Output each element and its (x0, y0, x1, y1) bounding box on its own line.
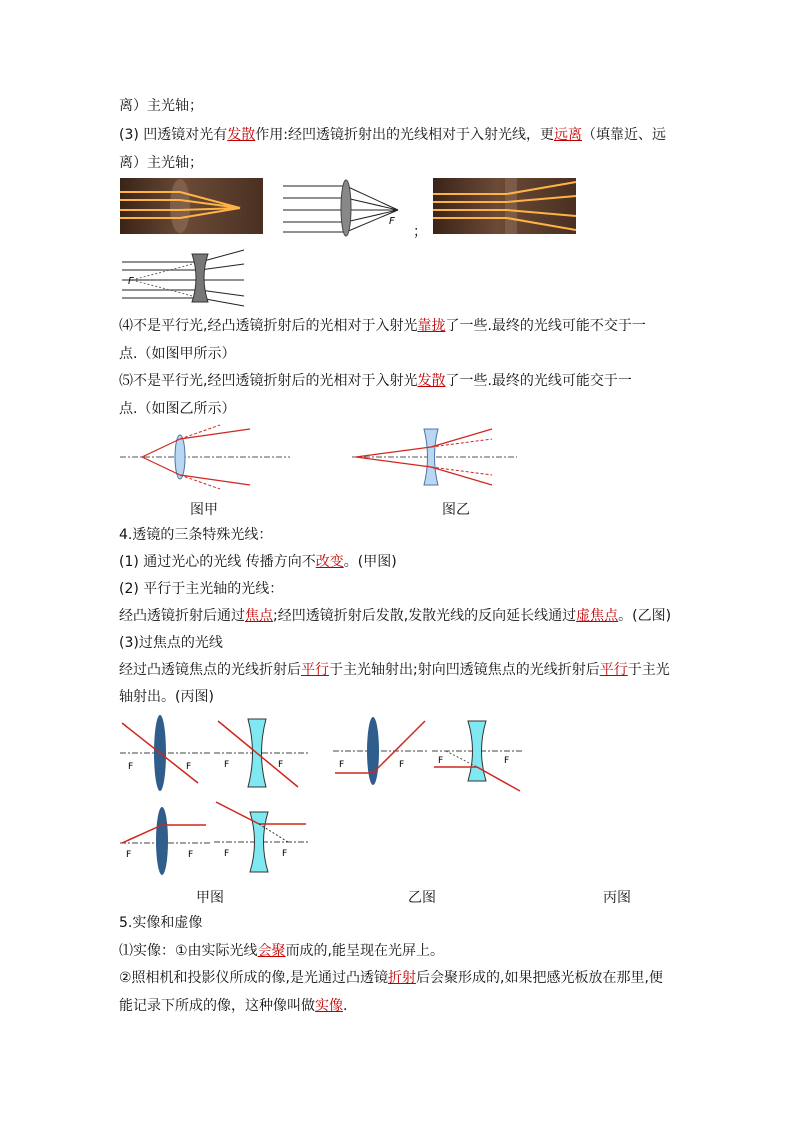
focus-label: F (128, 276, 134, 287)
figure-caption: 图甲 (190, 502, 218, 518)
ray-diagram-concave-focus (214, 800, 309, 872)
text-line: ②照相机和投影仪所成的像,是光通过凸透镜折射后会聚形成的,如果把感光板放在那里,便 (119, 970, 663, 986)
text-line: (2) 平行于主光轴的光线： (119, 581, 284, 597)
focus-label: F (278, 760, 284, 770)
focus-label: F (224, 760, 230, 770)
text-line: 经凸透镜折射后通过焦点;经凹透镜折射后发散,发散光线的反向延长线通过虚焦点。(乙图) (119, 608, 672, 624)
ray-diagram-convex-parallel (333, 715, 428, 795)
focus-label: F (399, 760, 405, 770)
concave-lens-diagram (122, 248, 252, 308)
figure-caption: 图乙 (442, 502, 470, 518)
text-line: 点.（如图甲所示） (119, 346, 236, 362)
figure-caption: 乙图 (408, 890, 436, 906)
text-line: 能记录下所成的像，这种像叫做实像. (119, 998, 348, 1014)
focus-label: F (128, 762, 134, 772)
section-heading: 5.实像和虚像 (119, 915, 203, 931)
figure-jia-diagram (120, 427, 290, 487)
focus-label: F (282, 849, 288, 859)
text-line: ⑷不是平行光,经凸透镜折射后的光相对于入射光靠拢了一些.最终的光线可能不交于一 (119, 318, 646, 334)
text-line: 离）主光轴； (119, 155, 203, 171)
focus-label: F (224, 849, 230, 859)
section-heading: 4.透镜的三条特殊光线： (119, 527, 273, 543)
text-line: 经过凸透镜焦点的光线折射后平行于主光轴射出;射向凹透镜焦点的光线折射后平行于主光 (119, 662, 670, 678)
ray-diagram-concave-parallel (432, 715, 522, 795)
focus-label: F (186, 762, 192, 772)
text-line: 点.（如图乙所示） (119, 401, 236, 417)
figure-caption: 甲图 (196, 890, 224, 906)
text-line: (1) 通过光心的光线 传播方向不改变。(甲图) (119, 554, 397, 570)
text-line: 轴射出。(丙图) (119, 689, 214, 705)
text-line: 离）主光轴； (119, 98, 203, 114)
convex-lens-photo (120, 178, 263, 234)
focus-label: F (188, 850, 194, 860)
text-line: ⑸不是平行光,经凹透镜折射后的光相对于入射光发散了一些.最终的光线可能交于一 (119, 373, 632, 389)
ray-diagram-convex-center (120, 715, 210, 795)
figure-caption: 丙图 (603, 890, 631, 906)
text-line: ； (413, 224, 427, 240)
focus-label: F (438, 756, 444, 766)
ray-diagram-concave-center (214, 715, 309, 795)
figure-yi-diagram (352, 427, 522, 487)
convex-lens-diagram (283, 178, 413, 238)
text-line: ⑴实像：①由实际光线会聚而成的,能呈现在光屏上。 (119, 943, 445, 959)
focus-label: F (339, 760, 345, 770)
text-line: (3) 凹透镜对光有发散作用:经凹透镜折射出的光线相对于入射光线，更远离（填靠近、远 (119, 127, 666, 143)
ray-diagram-convex-focus (120, 805, 210, 877)
concave-lens-photo (433, 178, 576, 234)
text-line: (3)过焦点的光线 (119, 635, 223, 651)
focus-label: F (504, 756, 510, 766)
focus-label: F (389, 216, 395, 227)
focus-label: F (126, 850, 132, 860)
